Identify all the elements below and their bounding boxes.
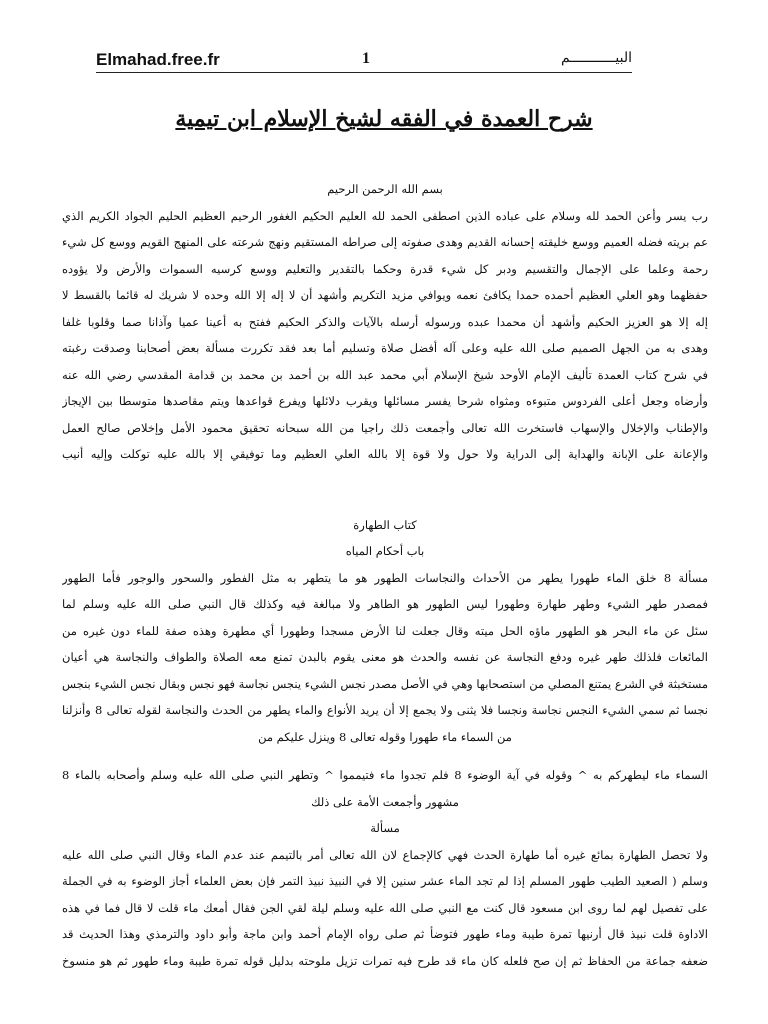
section-line: فمصدر طهر الشيء وطهر طهارة وطهورا ليس الطهور هو الطاهر ولا مبالغة فيه وكذلك قال النبي صلى الله عليه وسلم لما [62,597,708,611]
section-line: السماء ماء ليطهركم به ^ وقوله في آية الوضوء 8 فلم تجدوا ماء فتيمموا ^ وتطهر النبي صلى الله عليه وسلم وأصحابه بالماء 8 [62,768,708,782]
section-line: من السماء ماء طهورا وقوله تعالى 8 وينزل عليكم من [258,729,512,744]
masala-heading: مسألة [370,821,400,835]
intro-line: والإطناب والإخلال والإسهاب فاستخرت الله تعالى وأجمعت ذلك راجيا من الله سبحانه تحقيق محمود الأمل وإخلاص صالح العمل [62,420,708,435]
section-line: مشهور وأجمعت الأمة على ذلك [311,794,459,809]
intro-line: في شرح كتاب العمدة تأليف الإمام الأوحد شيخ الإسلام أبي محمد عبد الله بن أحمد بن محمد بن قدامة المقدسي رضي الله عنه [62,367,708,382]
section-line: سئل عن ماء البحر هو الطهور ماؤه الحل ميته وقال جعلت لنا الأرض مسجدا وطهورا أي مطهرة وهذه صفة للماء دون غيره من [62,623,708,638]
intro-line: حفظهما وهو العلي العظيم أحمده حمدا يكافئ نعمه ويوافي مزيد التكريم وأشهد أن لا إله إلا الله وحده لا شريك له قائما بالقسط لا [62,288,708,302]
page-header [96,50,632,73]
document-body [62,176,708,974]
section-line: المائعات فلذلك طهر غيره ودفع النجاسة عن نفسه والحدث هو معنى يقوم بالبدن تمنع معه الصلاة والطواف والنجاسة هي أعيان [62,650,708,664]
section-heading: كتاب الطهارة [353,517,417,532]
chapter-heading: باب أحكام المياه [345,544,425,558]
section-line: مستخبثة في الشرع يمتنع المصلي من استصحابها وهي في الأصل مصدر نجس الشيء ينجس نجاسة فهو نجس وبقال نجس الشيء بنجس [62,676,708,691]
intro-line: رحمة وعلما على الإجمال والتقسيم ودبر كل شيء قدرة وحكما بالتقدير والتعليم ووسع كرسيه السموات والأرض ولا يؤوده [62,261,708,276]
section-line: نجسا ثم سمي الشيء النجس نجاسة ونجسا فلا يثنى ولا يجمع إلا أن يريد الأنواع والماء يطهر من الحدث والنجاسة لقوله تعالى 8 وأنزلنا [62,703,708,717]
intro-line: وهدى به من الجهل الصميم صلى الله عليه وعلى آله أفضل صلاة وتسليم أما بعد فقد تكررت مسألة بعض أصحابنا وصدقت رغبته [62,341,708,355]
intro-line: وأرضاه وجعل أعلى الفردوس متبوءه ومثواه شرحا يفسر مسائلها ويقرب دلائلها ويفرع قواعدها ويتم مقاصدها متوسطا بين الإيجاز [62,394,708,408]
section-line: مسألة 8 خلق الماء طهورا يطهر من الأحداث والنجاسات الطهور هو ما يتطهر به مثل الفطور والسحور والوجور فأما الطهور [62,570,708,585]
header-right-mark: البيـــــــــــم [560,50,632,66]
section-line: على تفصيل لهم لما روى ابن مسعود قال كنت مع النبي صلى الله عليه وسلم ليلة لقي الجن فقال أمعك ماء قلت لا قال فما في هذه [62,900,708,915]
section-line: الاداوة قلت نبيذ قال أرنيها تمرة طيبة وماء طهور فتوضأ ثم صلى رواه الإمام أحمد وابن ماجة وأبو داود والترمذي وهذا الحديث قد [62,927,708,941]
intro-line: إله إلا هو العزيز الحكيم وأشهد أن محمدا عبده ورسوله أرسله بالآيات والذكر الحكيم ففتح به أعينا عميا وآذانا صما وقلوبا غلفا [62,314,708,329]
section-line: ولا تحصل الطهارة بمائع غيره أما طهارة الحدث فهي كالإجماع لان الله تعالى أمر بالتيمم عند عدم الماء وقال النبي صلى الله عليه [62,847,708,862]
site-name: Elmahad.free.fr [96,50,220,69]
document-title: شرح العمدة في الفقه لشيخ الإسلام ابن تيمية [175,106,593,132]
intro-line: عم بريته فضله العميم ووسع خليقته إحسانه القديم وهدى صفوته إلى صراطه المستقيم ونهج شرعته على المنهج القويم ووسع كل شيء [62,235,708,249]
intro-line: رب يسر وأعن الحمد لله وسلام على عباده الذين اصطفى الحمد لله العليم الحكيم الغفور الرحيم العظيم الحليم الجواد الكريم الذي [62,208,708,223]
page-number: 1 [362,50,370,67]
section-line: وسلم ( الصعيد الطيب طهور المسلم إذا لم تجد الماء عشر سنين إلا في النبيذ نبيذ التمر فإن بعض العلماء أجاز الوضوء به في الجملة [62,874,708,888]
basmala: بسم الله الرحمن الرحيم [327,182,443,196]
section-line: ضعفه جماعة من الحفاظ ثم إن صح فلعله كان ماء قد طرح فيه تمرات تزيل ملوحته بدليل قوله تمرة طيبة وماء طهور ثم هو منسوخ [62,953,708,968]
intro-line: والإعانة على الإبانة والهداية إلى الدراية ولا حول ولا قوة إلا بالله العلي العظيم وما توفيقي إلا بالله عليه توكلت وإليه أنيب [62,447,708,461]
